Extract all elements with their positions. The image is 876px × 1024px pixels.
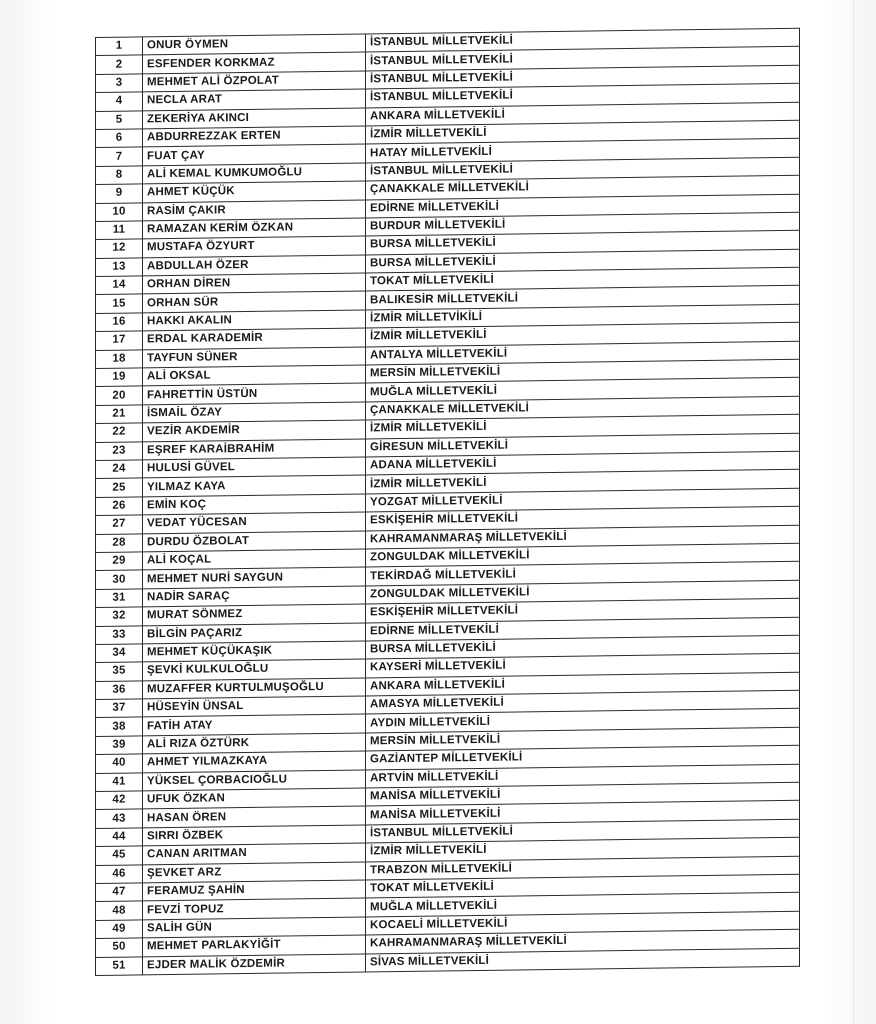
- row-number: 11: [96, 221, 143, 240]
- deputy-province: AMASYA MİLLETVEKİLİ: [366, 690, 800, 714]
- deputy-province: İSTANBUL MİLLETVEKİLİ: [366, 65, 800, 89]
- deputy-name: UFUK ÖZKAN: [143, 788, 366, 809]
- deputy-name: NADİR SARAÇ: [143, 586, 366, 607]
- deputy-province: EDİRNE MİLLETVEKİLİ: [366, 617, 800, 641]
- row-number: 3: [96, 74, 143, 93]
- deputy-province: İZMİR MİLLETVEKİLİ: [366, 470, 800, 494]
- deputy-name: ERDAL KARADEMİR: [143, 328, 366, 349]
- deputy-name: HULUSİ GÜVEL: [143, 457, 366, 478]
- deputy-name: HASAN ÖREN: [143, 806, 366, 827]
- row-number: 10: [96, 202, 143, 221]
- row-number: 46: [96, 864, 143, 883]
- row-number: 15: [96, 294, 143, 313]
- deputy-province: YOZGAT MİLLETVEKİLİ: [366, 488, 800, 512]
- row-number: 25: [96, 478, 143, 497]
- row-number: 26: [96, 497, 143, 516]
- deputy-name: BİLGİN PAÇARIZ: [143, 622, 366, 643]
- deputy-name: HAKKI AKALIN: [143, 310, 366, 331]
- deputy-province: MUĞLA MİLLETVEKİLİ: [366, 893, 800, 917]
- deputy-name: MEHMET NURİ SAYGUN: [143, 567, 366, 588]
- deputy-name: RAMAZAN KERİM ÖZKAN: [143, 218, 366, 239]
- deputy-name: ALİ KOÇAL: [143, 549, 366, 570]
- deputy-province: ÇANAKKALE MİLLETVEKİLİ: [366, 396, 800, 420]
- deputy-province: ANTALYA MİLLETVEKİLİ: [366, 341, 800, 365]
- deputy-name: FEVZİ TOPUZ: [143, 898, 366, 919]
- row-number: 24: [96, 460, 143, 479]
- deputy-name: EMİN KOÇ: [143, 494, 366, 515]
- deputy-province: TEKİRDAĞ MİLLETVEKİLİ: [366, 562, 800, 586]
- deputy-name: CANAN ARITMAN: [143, 843, 366, 864]
- deputy-province: KAYSERİ MİLLETVEKİLİ: [366, 654, 800, 678]
- row-number: 40: [96, 754, 143, 773]
- deputy-province: HATAY MİLLETVEKİLİ: [366, 139, 800, 163]
- row-number: 38: [96, 717, 143, 736]
- deputy-name: ORHAN SÜR: [143, 291, 366, 312]
- row-number: 13: [96, 258, 143, 277]
- deputy-name: ABDURREZZAK ERTEN: [143, 126, 366, 147]
- row-number: 8: [96, 166, 143, 185]
- deputy-name: ŞEVKİ KULKULOĞLU: [143, 659, 366, 680]
- scan-edge-shadow: [853, 0, 854, 1024]
- deputy-name: MUSTAFA ÖZYURT: [143, 236, 366, 257]
- row-number: 22: [96, 423, 143, 442]
- row-number: 49: [96, 920, 143, 939]
- deputy-name: MEHMET KÜÇÜKAŞIK: [143, 641, 366, 662]
- row-number: 35: [96, 662, 143, 681]
- row-number: 2: [96, 55, 143, 74]
- deputy-province: KOCAELİ MİLLETVEKİLİ: [366, 911, 800, 935]
- deputy-list-sheet: [95, 28, 800, 997]
- row-number: 18: [96, 350, 143, 369]
- deputy-name: DURDU ÖZBOLAT: [143, 531, 366, 552]
- deputy-name: ALİ RIZA ÖZTÜRK: [143, 733, 366, 754]
- deputy-name: ŞEVKET ARZ: [143, 862, 366, 883]
- deputy-name: HÜSEYİN ÜNSAL: [143, 696, 366, 717]
- deputy-province: ZONGULDAK MİLLETVEKİLİ: [366, 580, 800, 604]
- deputy-province: ADANA MİLLETVEKİLİ: [366, 451, 800, 475]
- deputy-province: İSTANBUL MİLLETVEKİLİ: [366, 28, 800, 52]
- deputy-name: MUZAFFER KURTULMUŞOĞLU: [143, 678, 366, 699]
- row-number: 41: [96, 773, 143, 792]
- deputy-province: KAHRAMANMARAŞ MİLLETVEKİLİ: [366, 525, 800, 549]
- deputy-province: BURSA MİLLETVEKİLİ: [366, 231, 800, 255]
- deputy-name: ESFENDER KORKMAZ: [143, 52, 366, 73]
- deputy-province: İZMİR MİLLETVEKİLİ: [366, 837, 800, 861]
- row-number: 7: [96, 147, 143, 166]
- deputy-province: ESKİŞEHİR MİLLETVEKİLİ: [366, 598, 800, 622]
- deputy-province: TOKAT MİLLETVEKİLİ: [366, 874, 800, 898]
- deputy-list-body: [96, 28, 800, 975]
- deputy-province: MANİSA MİLLETVEKİLİ: [366, 782, 800, 806]
- deputy-name: EŞREF KARAİBRAHİM: [143, 439, 366, 460]
- row-number: 16: [96, 313, 143, 332]
- deputy-name: SIRRI ÖZBEK: [143, 825, 366, 846]
- deputy-name: ORHAN DİREN: [143, 273, 366, 294]
- row-number: 33: [96, 625, 143, 644]
- deputy-name: MEHMET PARLAKYİĞİT: [143, 935, 366, 956]
- deputy-name: ALİ KEMAL KUMKUMOĞLU: [143, 163, 366, 184]
- deputy-province: ANKARA MİLLETVEKİLİ: [366, 672, 800, 696]
- deputy-province: MERSİN MİLLETVEKİLİ: [366, 727, 800, 751]
- row-number: 27: [96, 515, 143, 534]
- deputy-name: ABDULLAH ÖZER: [143, 255, 366, 276]
- row-number: 17: [96, 331, 143, 350]
- deputy-province: KAHRAMANMARAŞ MİLLETVEKİLİ: [366, 929, 800, 953]
- deputy-province: İSTANBUL MİLLETVEKİLİ: [366, 83, 800, 107]
- deputy-name: AHMET KÜÇÜK: [143, 181, 366, 202]
- deputy-name: YILMAZ KAYA: [143, 475, 366, 496]
- deputy-name: FATİH ATAY: [143, 714, 366, 735]
- deputy-list-table: [95, 28, 800, 976]
- deputy-province: MANİSA MİLLETVEKİLİ: [366, 801, 800, 825]
- deputy-province: İZMİR MİLLETVEKİLİ: [366, 323, 800, 347]
- deputy-name: MEHMET ALİ ÖZPOLAT: [143, 71, 366, 92]
- deputy-province: ZONGULDAK MİLLETVEKİLİ: [366, 543, 800, 567]
- row-number: 19: [96, 368, 143, 387]
- deputy-province: BALIKESİR MİLLETVEKİLİ: [366, 286, 800, 310]
- row-number: 1: [96, 37, 143, 56]
- deputy-province: İZMİR MİLLETVEKİLİ: [366, 120, 800, 144]
- deputy-province: BURSA MİLLETVEKİLİ: [366, 635, 800, 659]
- deputy-province: MUĞLA MİLLETVEKİLİ: [366, 378, 800, 402]
- row-number: 34: [96, 644, 143, 663]
- row-number: 4: [96, 92, 143, 111]
- deputy-name: ALİ OKSAL: [143, 365, 366, 386]
- row-number: 37: [96, 699, 143, 718]
- row-number: 31: [96, 589, 143, 608]
- deputy-name: MURAT SÖNMEZ: [143, 604, 366, 625]
- row-number: 23: [96, 441, 143, 460]
- deputy-province: ARTVİN MİLLETVEKİLİ: [366, 764, 800, 788]
- deputy-name: YÜKSEL ÇORBACIOĞLU: [143, 770, 366, 791]
- deputy-name: SALİH GÜN: [143, 917, 366, 938]
- deputy-province: EDİRNE MİLLETVEKİLİ: [366, 194, 800, 218]
- deputy-name: FUAT ÇAY: [143, 144, 366, 165]
- row-number: 20: [96, 386, 143, 405]
- row-number: 21: [96, 405, 143, 424]
- deputy-name: ZEKERİYA AKINCI: [143, 108, 366, 129]
- row-number: 30: [96, 570, 143, 589]
- deputy-name: VEZİR AKDEMİR: [143, 420, 366, 441]
- deputy-name: TAYFUN SÜNER: [143, 347, 366, 368]
- deputy-province: BURSA MİLLETVEKİLİ: [366, 249, 800, 273]
- row-number: 9: [96, 184, 143, 203]
- deputy-province: SİVAS MİLLETVEKİLİ: [366, 948, 800, 972]
- row-number: 42: [96, 791, 143, 810]
- row-number: 32: [96, 607, 143, 626]
- deputy-province: MERSİN MİLLETVEKİLİ: [366, 359, 800, 383]
- row-number: 45: [96, 846, 143, 865]
- deputy-name: VEDAT YÜCESAN: [143, 512, 366, 533]
- deputy-province: TRABZON MİLLETVEKİLİ: [366, 856, 800, 880]
- row-number: 6: [96, 129, 143, 148]
- deputy-name: İSMAİL ÖZAY: [143, 402, 366, 423]
- deputy-province: ÇANAKKALE MİLLETVEKİLİ: [366, 175, 800, 199]
- deputy-name: ONUR ÖYMEN: [143, 34, 366, 55]
- row-number: 5: [96, 110, 143, 129]
- row-number: 44: [96, 828, 143, 847]
- row-number: 47: [96, 883, 143, 902]
- deputy-name: NECLA ARAT: [143, 89, 366, 110]
- row-number: 28: [96, 533, 143, 552]
- row-number: 39: [96, 736, 143, 755]
- deputy-province: TOKAT MİLLETVEKİLİ: [366, 267, 800, 291]
- row-number: 51: [96, 956, 143, 975]
- deputy-province: İSTANBUL MİLLETVEKİLİ: [366, 47, 800, 71]
- deputy-province: İSTANBUL MİLLETVEKİLİ: [366, 157, 800, 181]
- deputy-province: GİRESUN MİLLETVEKİLİ: [366, 433, 800, 457]
- deputy-province: GAZİANTEP MİLLETVEKİLİ: [366, 746, 800, 770]
- deputy-name: AHMET YILMAZKAYA: [143, 751, 366, 772]
- row-number: 50: [96, 938, 143, 957]
- deputy-name: FERAMUZ ŞAHİN: [143, 880, 366, 901]
- deputy-province: BURDUR MİLLETVEKİLİ: [366, 212, 800, 236]
- deputy-province: İZMİR MİLLETVİKİLİ: [366, 304, 800, 328]
- deputy-province: İSTANBUL MİLLETVEKİLİ: [366, 819, 800, 843]
- row-number: 36: [96, 681, 143, 700]
- row-number: 14: [96, 276, 143, 295]
- deputy-province: ANKARA MİLLETVEKİLİ: [366, 102, 800, 126]
- deputy-name: FAHRETTİN ÜSTÜN: [143, 383, 366, 404]
- row-number: 43: [96, 809, 143, 828]
- deputy-name: RASİM ÇAKIR: [143, 199, 366, 220]
- deputy-name: EJDER MALİK ÖZDEMİR: [143, 953, 366, 974]
- faint-show-through-title: [230, 8, 590, 23]
- deputy-province: AYDIN MİLLETVEKİLİ: [366, 709, 800, 733]
- row-number: 12: [96, 239, 143, 258]
- deputy-province: ESKİŞEHİR MİLLETVEKİLİ: [366, 506, 800, 530]
- row-number: 48: [96, 901, 143, 920]
- row-number: 29: [96, 552, 143, 571]
- deputy-province: İZMİR MİLLETVEKİLİ: [366, 414, 800, 438]
